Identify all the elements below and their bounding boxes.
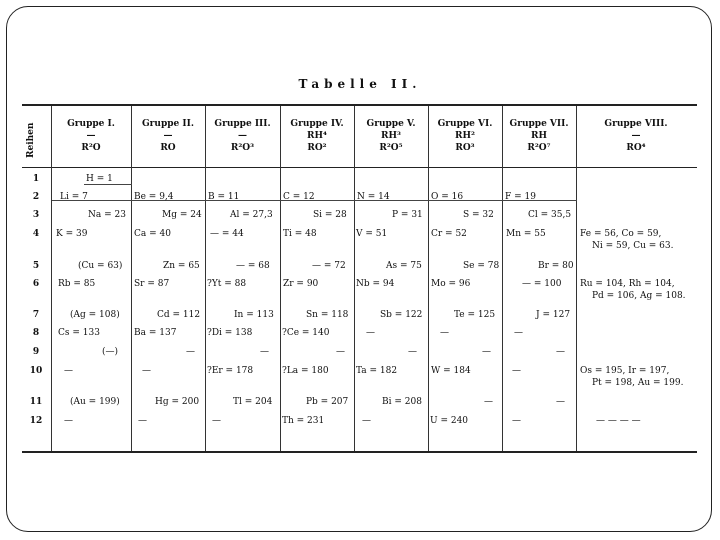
group-oxide: RO: [160, 143, 176, 153]
element-cell: —: [556, 347, 565, 357]
element-cell: P = 31: [392, 210, 423, 220]
element-cell: Cl = 35,5: [528, 210, 572, 220]
element-cell: W = 184: [431, 366, 471, 376]
element-cell: — = 100: [522, 279, 562, 289]
element-cell: Mo = 96: [431, 279, 471, 289]
col-sep-6: [502, 106, 503, 451]
element-cell: —: [362, 416, 371, 426]
group-header-1: [52, 118, 130, 154]
element-cell: —: [482, 347, 491, 357]
element-cell: C = 12: [283, 192, 315, 202]
element-cell: —: [142, 366, 151, 376]
element-cell: As = 75: [386, 261, 422, 271]
element-cell: Ru = 104, Rh = 104,: [580, 279, 675, 289]
element-cell: (Ag = 108): [70, 310, 120, 320]
row-number: 9: [32, 347, 40, 357]
element-cell: Nb = 94: [356, 279, 395, 289]
element-cell: Pb = 207: [306, 397, 349, 407]
element-cell: —: [336, 347, 345, 357]
element-cell: —: [484, 397, 493, 407]
group-name: Gruppe VII.: [509, 119, 569, 129]
element-cell: Si = 28: [313, 210, 347, 220]
element-cell: Cr = 52: [431, 229, 467, 239]
element-cell: S = 32: [463, 210, 494, 220]
top-rule: [22, 104, 697, 106]
element-cell: Li = 7: [60, 192, 88, 202]
element-cell: Hg = 200: [155, 397, 200, 407]
group-header-8: [577, 118, 695, 154]
element-cell: J = 127: [536, 310, 571, 320]
group-name: Gruppe VI.: [437, 119, 493, 129]
element-cell: Os = 195, Ir = 197,: [580, 366, 670, 376]
element-cell: —: [260, 347, 269, 357]
group-name: Gruppe VIII.: [604, 119, 668, 129]
row-number: 12: [29, 416, 43, 426]
group-hydride: —: [631, 131, 641, 141]
element-cell: — = 44: [210, 229, 244, 239]
row-number: 4: [32, 229, 40, 239]
element-cell: ?Er = 178: [207, 366, 254, 376]
group-oxide: R²O³: [230, 143, 255, 153]
element-cell: Ti = 48: [283, 229, 317, 239]
element-cell: Fe = 56, Co = 59,: [580, 229, 662, 239]
element-cell: K = 39: [56, 229, 88, 239]
element-cell: H = 1: [86, 174, 113, 184]
col-sep-2: [205, 106, 206, 451]
element-cell: Sn = 118: [306, 310, 349, 320]
element-cell: — = 68: [236, 261, 270, 271]
element-cell: Ni = 59, Cu = 63.: [592, 241, 674, 251]
element-cell: Ta = 182: [356, 366, 398, 376]
group-oxide: R²O: [81, 143, 101, 153]
bottom-rule: [22, 451, 697, 453]
col-sep-5: [428, 106, 429, 451]
group-oxide: R²O⁵: [379, 143, 403, 153]
element-cell: N = 14: [357, 192, 390, 202]
group-header-6: [429, 118, 501, 154]
element-cell: Al = 27,3: [230, 210, 273, 220]
group-header-4: [281, 118, 353, 154]
element-cell: V = 51: [356, 229, 388, 239]
row-number: 11: [29, 397, 43, 407]
element-cell: — = 72: [312, 261, 346, 271]
element-cell: —: [64, 366, 73, 376]
row-number: 5: [32, 261, 40, 271]
element-cell: —: [64, 416, 73, 426]
group-header-5: [355, 118, 427, 154]
element-cell: In = 113: [234, 310, 274, 320]
element-cell: ?Ce = 140: [282, 328, 330, 338]
group-name: Gruppe IV.: [290, 119, 344, 129]
element-cell: Mn = 55: [506, 229, 546, 239]
element-cell: Tl = 204: [233, 397, 273, 407]
element-cell: Se = 78: [463, 261, 500, 271]
element-cell: Th = 231: [282, 416, 325, 426]
row-number: 8: [32, 328, 40, 338]
element-cell: Ca = 40: [134, 229, 171, 239]
group-oxide: RO⁴: [626, 143, 646, 153]
element-cell: Bi = 208: [382, 397, 422, 407]
row-number: 10: [29, 366, 43, 376]
group-hydride: RH²: [455, 131, 475, 141]
group-name: Gruppe V.: [366, 119, 416, 129]
element-cell: (Au = 199): [70, 397, 120, 407]
element-cell: Mg = 24: [162, 210, 202, 220]
element-cell: —: [440, 328, 449, 338]
row-number: 3: [32, 210, 40, 220]
row-number: 6: [32, 279, 40, 289]
group-header-3: [206, 118, 279, 154]
element-cell: Zr = 90: [283, 279, 319, 289]
group-header-7: [503, 118, 575, 154]
element-cell: Rb = 85: [58, 279, 96, 289]
element-cell: —: [556, 397, 565, 407]
element-cell: Na = 23: [88, 210, 126, 220]
element-cell: Zn = 65: [163, 261, 200, 271]
element-cell: —: [408, 347, 417, 357]
element-cell: F = 19: [505, 192, 536, 202]
group-hydride: —: [163, 131, 173, 141]
row-number: 1: [32, 174, 40, 184]
col-sep-1: [131, 106, 132, 451]
element-cell: —: [512, 416, 521, 426]
element-cell: ?Yt = 88: [207, 279, 247, 289]
group-oxide: R²O⁷: [527, 143, 551, 153]
element-cell: —: [366, 328, 375, 338]
header-rule: [22, 167, 697, 168]
group-hydride: —: [238, 131, 247, 141]
group-oxide: RO²: [307, 143, 327, 153]
element-cell: —: [512, 366, 521, 376]
group-hydride: RH: [531, 131, 547, 141]
element-cell: —: [186, 347, 195, 357]
row-number: 7: [32, 310, 40, 320]
col-sep-7: [576, 106, 577, 451]
element-cell: ?Di = 138: [207, 328, 253, 338]
element-cell: — — — —: [596, 416, 641, 426]
col-sep-3: [280, 106, 281, 451]
element-cell: Ba = 137: [134, 328, 177, 338]
group-hydride: —: [86, 131, 96, 141]
group-header-2: [132, 118, 204, 154]
group-hydride: RH⁴: [307, 131, 327, 141]
element-cell: —: [514, 328, 523, 338]
group-name: Gruppe III.: [214, 119, 271, 129]
element-cell: Sb = 122: [380, 310, 423, 320]
group-oxide: RO³: [455, 143, 475, 153]
col-sep-4: [354, 106, 355, 451]
table-title: Tabelle II.: [298, 77, 422, 91]
reihen-label: Reihen: [26, 122, 36, 158]
col-sep-0: [51, 106, 52, 451]
element-cell: Cd = 112: [157, 310, 201, 320]
element-cell: Br = 80: [538, 261, 574, 271]
element-cell: ?La = 180: [282, 366, 329, 376]
element-cell: Sr = 87: [134, 279, 170, 289]
element-cell: Cs = 133: [58, 328, 100, 338]
element-cell: (—): [102, 347, 119, 357]
element-cell: Be = 9,4: [134, 192, 174, 202]
element-cell: B = 11: [208, 192, 240, 202]
element-cell: Pt = 198, Au = 199.: [592, 378, 684, 388]
row-number: 2: [32, 192, 40, 202]
element-cell: —: [138, 416, 147, 426]
group-name: Gruppe II.: [142, 119, 194, 129]
element-cell: (Cu = 63): [78, 261, 123, 271]
element-cell: U = 240: [430, 416, 469, 426]
element-cell: O = 16: [431, 192, 464, 202]
element-cell: Pd = 106, Ag = 108.: [592, 291, 686, 301]
element-cell: Te = 125: [454, 310, 496, 320]
group-name: Gruppe I.: [67, 119, 115, 129]
group-hydride: RH³: [381, 131, 401, 141]
element-cell: —: [212, 416, 221, 426]
